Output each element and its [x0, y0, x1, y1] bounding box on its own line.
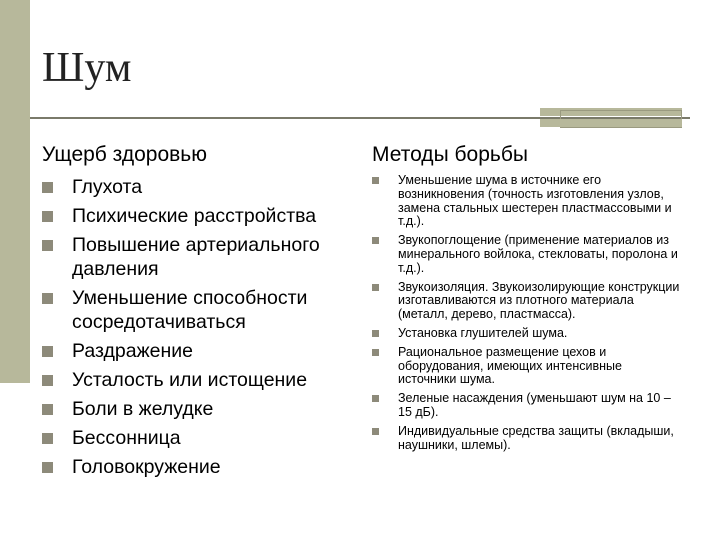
- left-accent-bar: [0, 0, 30, 383]
- list-item: [372, 346, 682, 387]
- decorative-square-bottom: [540, 119, 682, 127]
- square-bullet-icon: [372, 349, 379, 356]
- list-item-text: Головокружение: [72, 456, 221, 478]
- list-item-text: Уменьшение способности сосредотачиваться: [72, 287, 308, 333]
- right-column-heading: Методы борьбы: [372, 143, 528, 166]
- list-item-text: Индивидуальные средства защиты (вкладыши, наушники, шлемы).: [398, 423, 674, 452]
- square-bullet-icon: [42, 433, 53, 444]
- list-item: [42, 426, 362, 450]
- list-item: [42, 397, 362, 421]
- list-item: [42, 286, 362, 334]
- list-item: [372, 392, 682, 420]
- list-item: [372, 174, 682, 229]
- square-bullet-icon: [372, 237, 379, 244]
- square-bullet-icon: [372, 330, 379, 337]
- list-item-text: Боли в желудке: [72, 398, 214, 420]
- list-item: [42, 368, 362, 392]
- list-item-text: Уменьшение шума в источнике его возникновения (точность изготовления узлов, замена стальных шестерен пластмассовыми и т.д.).: [398, 173, 672, 229]
- list-item: [372, 425, 682, 453]
- list-item-text: Раздражение: [72, 340, 193, 362]
- square-bullet-icon: [42, 346, 53, 357]
- list-item: [372, 234, 682, 275]
- list-item-text: Зеленые насаждения (уменьшают шум на 10 – 15 дБ).: [398, 391, 671, 419]
- square-bullet-icon: [42, 240, 53, 251]
- list-item: [42, 233, 362, 281]
- list-item-text: Усталость или истощение: [72, 369, 308, 391]
- square-bullet-icon: [42, 404, 53, 415]
- list-item-text: Звукоизоляция. Звукоизолирующие конструкции изготавливаются из плотного материала (металл, дерево, пластмасса).: [398, 279, 680, 322]
- list-item-text: Рациональное размещение цехов и оборудования, имеющих интенсивные источники шума.: [398, 344, 622, 387]
- list-item: [42, 455, 362, 479]
- square-bullet-icon: [42, 182, 53, 193]
- list-item: [42, 175, 362, 199]
- health-damage-list: [42, 175, 362, 484]
- list-item: [42, 204, 362, 228]
- list-item-text: Психические расстройства: [72, 205, 317, 227]
- noise-control-methods-list: [372, 174, 682, 457]
- square-bullet-icon: [42, 462, 53, 473]
- square-bullet-icon: [372, 428, 379, 435]
- slide-title: Шум: [42, 45, 132, 91]
- list-item: [372, 327, 682, 341]
- list-item-text: Установка глушителей шума.: [398, 325, 568, 340]
- square-bullet-icon: [42, 375, 53, 386]
- square-bullet-icon: [42, 293, 53, 304]
- list-item: [372, 281, 682, 322]
- square-bullet-icon: [372, 284, 379, 291]
- list-item-text: Бессонница: [72, 427, 181, 449]
- square-bullet-icon: [372, 395, 379, 402]
- list-item-text: Глухота: [72, 176, 143, 198]
- square-bullet-icon: [372, 177, 379, 184]
- list-item-text: Повышение артериального давления: [72, 234, 320, 280]
- list-item-text: Звукопоглощение (применение материалов из минерального войлока, стекловаты, поролона и т.д.).: [398, 233, 678, 275]
- square-bullet-icon: [42, 211, 53, 222]
- list-item: [42, 339, 362, 363]
- left-column-heading: Ущерб здоровью: [42, 143, 207, 166]
